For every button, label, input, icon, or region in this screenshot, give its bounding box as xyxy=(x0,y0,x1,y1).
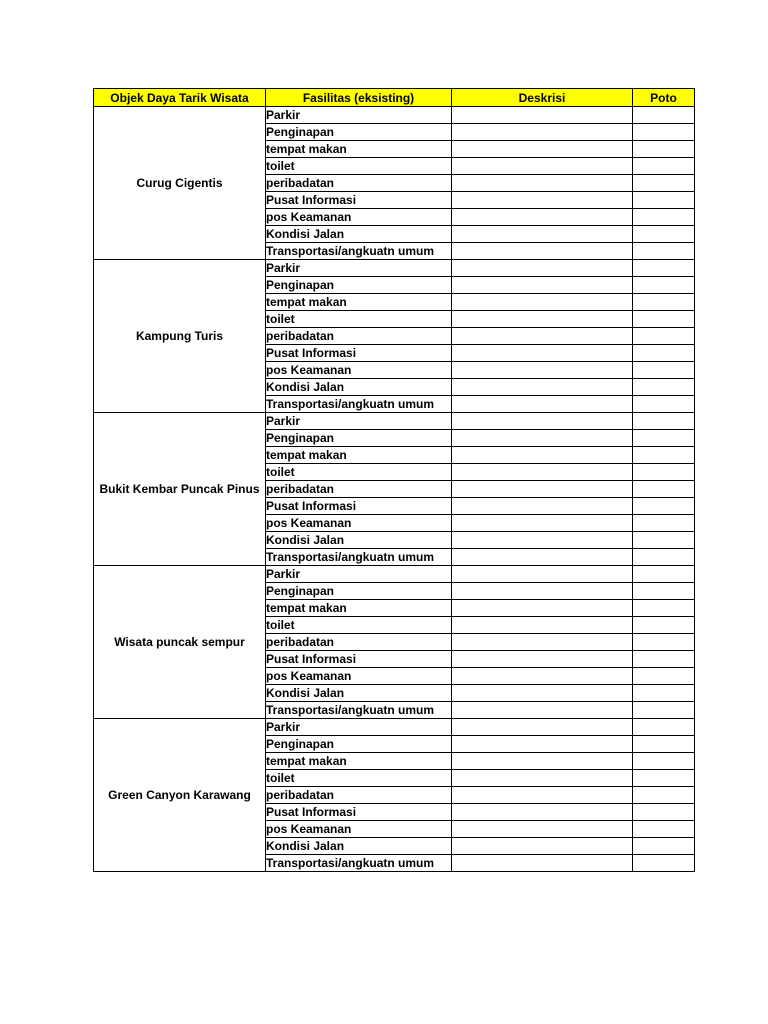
description-cell[interactable] xyxy=(452,311,633,328)
description-cell[interactable] xyxy=(452,328,633,345)
photo-cell[interactable] xyxy=(633,260,695,277)
facility-cell: Parkir xyxy=(266,107,452,124)
facility-cell: pos Keamanan xyxy=(266,209,452,226)
photo-cell[interactable] xyxy=(633,294,695,311)
description-cell[interactable] xyxy=(452,379,633,396)
photo-cell[interactable] xyxy=(633,379,695,396)
facility-cell: Transportasi/angkuatn umum xyxy=(266,702,452,719)
description-cell[interactable] xyxy=(452,396,633,413)
description-cell[interactable] xyxy=(452,107,633,124)
table-row xyxy=(94,107,695,124)
header-deskripsi: Deskrisi xyxy=(452,89,633,107)
description-cell[interactable] xyxy=(452,617,633,634)
facility-cell: Penginapan xyxy=(266,583,452,600)
table-body xyxy=(94,107,695,872)
facility-cell: Pusat Informasi xyxy=(266,804,452,821)
facility-cell: pos Keamanan xyxy=(266,515,452,532)
table-row xyxy=(94,566,695,583)
photo-cell[interactable] xyxy=(633,226,695,243)
photo-cell[interactable] xyxy=(633,124,695,141)
photo-cell[interactable] xyxy=(633,498,695,515)
description-cell[interactable] xyxy=(452,260,633,277)
photo-cell[interactable] xyxy=(633,243,695,260)
description-cell[interactable] xyxy=(452,583,633,600)
facility-cell: peribadatan xyxy=(266,634,452,651)
photo-cell[interactable] xyxy=(633,481,695,498)
photo-cell[interactable] xyxy=(633,753,695,770)
facility-cell: tempat makan xyxy=(266,294,452,311)
photo-cell[interactable] xyxy=(633,583,695,600)
description-cell[interactable] xyxy=(452,362,633,379)
facility-cell: Pusat Informasi xyxy=(266,192,452,209)
description-cell[interactable] xyxy=(452,243,633,260)
facility-cell: Parkir xyxy=(266,260,452,277)
description-cell[interactable] xyxy=(452,600,633,617)
photo-cell[interactable] xyxy=(633,549,695,566)
facility-cell: toilet xyxy=(266,464,452,481)
facility-cell: Pusat Informasi xyxy=(266,498,452,515)
site-name-cell: Kampung Turis xyxy=(94,260,266,413)
description-cell[interactable] xyxy=(452,158,633,175)
photo-cell[interactable] xyxy=(633,855,695,872)
description-cell[interactable] xyxy=(452,345,633,362)
facility-cell: Transportasi/angkuatn umum xyxy=(266,396,452,413)
facility-cell: Penginapan xyxy=(266,277,452,294)
facility-survey-table xyxy=(93,88,695,872)
facility-cell: peribadatan xyxy=(266,175,452,192)
photo-cell[interactable] xyxy=(633,107,695,124)
photo-cell[interactable] xyxy=(633,668,695,685)
description-cell[interactable] xyxy=(452,515,633,532)
description-cell[interactable] xyxy=(452,753,633,770)
description-cell[interactable] xyxy=(452,634,633,651)
header-fasilitas: Fasilitas (eksisting) xyxy=(266,89,452,107)
description-cell[interactable] xyxy=(452,430,633,447)
description-cell[interactable] xyxy=(452,498,633,515)
description-cell[interactable] xyxy=(452,413,633,430)
photo-cell[interactable] xyxy=(633,430,695,447)
facility-cell: Parkir xyxy=(266,566,452,583)
facility-cell: toilet xyxy=(266,311,452,328)
photo-cell[interactable] xyxy=(633,515,695,532)
facility-cell: Parkir xyxy=(266,413,452,430)
facility-cell: Penginapan xyxy=(266,430,452,447)
facility-cell: pos Keamanan xyxy=(266,668,452,685)
photo-cell[interactable] xyxy=(633,175,695,192)
description-cell[interactable] xyxy=(452,464,633,481)
description-cell[interactable] xyxy=(452,651,633,668)
description-cell[interactable] xyxy=(452,209,633,226)
facility-cell: Transportasi/angkuatn umum xyxy=(266,549,452,566)
facility-cell: Kondisi Jalan xyxy=(266,532,452,549)
description-cell[interactable] xyxy=(452,787,633,804)
photo-cell[interactable] xyxy=(633,736,695,753)
facility-cell: tempat makan xyxy=(266,447,452,464)
table-row xyxy=(94,413,695,430)
facility-cell: Parkir xyxy=(266,719,452,736)
facility-cell: Transportasi/angkuatn umum xyxy=(266,855,452,872)
description-cell[interactable] xyxy=(452,481,633,498)
facility-cell: toilet xyxy=(266,770,452,787)
photo-cell[interactable] xyxy=(633,651,695,668)
photo-cell[interactable] xyxy=(633,192,695,209)
facility-cell: tempat makan xyxy=(266,600,452,617)
photo-cell[interactable] xyxy=(633,158,695,175)
photo-cell[interactable] xyxy=(633,447,695,464)
photo-cell[interactable] xyxy=(633,345,695,362)
table-row xyxy=(94,719,695,736)
facility-cell: Kondisi Jalan xyxy=(266,838,452,855)
description-cell[interactable] xyxy=(452,277,633,294)
facility-cell: Kondisi Jalan xyxy=(266,379,452,396)
photo-cell[interactable] xyxy=(633,277,695,294)
facility-cell: Penginapan xyxy=(266,736,452,753)
facility-cell: pos Keamanan xyxy=(266,821,452,838)
description-cell[interactable] xyxy=(452,124,633,141)
description-cell[interactable] xyxy=(452,838,633,855)
header-objek: Objek Daya Tarik Wisata xyxy=(94,89,266,107)
description-cell[interactable] xyxy=(452,226,633,243)
photo-cell[interactable] xyxy=(633,311,695,328)
photo-cell[interactable] xyxy=(633,617,695,634)
photo-cell[interactable] xyxy=(633,396,695,413)
description-cell[interactable] xyxy=(452,821,633,838)
facility-cell: peribadatan xyxy=(266,787,452,804)
photo-cell[interactable] xyxy=(633,821,695,838)
site-name-cell: Curug Cigentis xyxy=(94,107,266,260)
facility-cell: pos Keamanan xyxy=(266,362,452,379)
photo-cell[interactable] xyxy=(633,141,695,158)
facility-cell: tempat makan xyxy=(266,753,452,770)
facility-cell: toilet xyxy=(266,158,452,175)
facility-cell: Kondisi Jalan xyxy=(266,685,452,702)
photo-cell[interactable] xyxy=(633,362,695,379)
facility-cell: Transportasi/angkuatn umum xyxy=(266,243,452,260)
photo-cell[interactable] xyxy=(633,787,695,804)
description-cell[interactable] xyxy=(452,175,633,192)
photo-cell[interactable] xyxy=(633,702,695,719)
facility-cell: Kondisi Jalan xyxy=(266,226,452,243)
photo-cell[interactable] xyxy=(633,804,695,821)
photo-cell[interactable] xyxy=(633,634,695,651)
description-cell[interactable] xyxy=(452,549,633,566)
site-name-cell: Bukit Kembar Puncak Pinus xyxy=(94,413,266,566)
description-cell[interactable] xyxy=(452,855,633,872)
description-cell[interactable] xyxy=(452,668,633,685)
facility-cell: Penginapan xyxy=(266,124,452,141)
facility-cell: peribadatan xyxy=(266,328,452,345)
photo-cell[interactable] xyxy=(633,328,695,345)
site-name-cell: Wisata puncak sempur xyxy=(94,566,266,719)
description-cell[interactable] xyxy=(452,566,633,583)
header-poto: Poto xyxy=(633,89,695,107)
photo-cell[interactable] xyxy=(633,685,695,702)
description-cell[interactable] xyxy=(452,702,633,719)
photo-cell[interactable] xyxy=(633,464,695,481)
description-cell[interactable] xyxy=(452,532,633,549)
photo-cell[interactable] xyxy=(633,566,695,583)
description-cell[interactable] xyxy=(452,719,633,736)
facility-cell: toilet xyxy=(266,617,452,634)
photo-cell[interactable] xyxy=(633,209,695,226)
photo-cell[interactable] xyxy=(633,770,695,787)
header-row xyxy=(94,89,695,107)
table-row xyxy=(94,260,695,277)
description-cell[interactable] xyxy=(452,447,633,464)
photo-cell[interactable] xyxy=(633,413,695,430)
description-cell[interactable] xyxy=(452,192,633,209)
description-cell[interactable] xyxy=(452,685,633,702)
description-cell[interactable] xyxy=(452,141,633,158)
photo-cell[interactable] xyxy=(633,532,695,549)
facility-cell: Pusat Informasi xyxy=(266,651,452,668)
facility-cell: peribadatan xyxy=(266,481,452,498)
photo-cell[interactable] xyxy=(633,719,695,736)
description-cell[interactable] xyxy=(452,770,633,787)
photo-cell[interactable] xyxy=(633,600,695,617)
description-cell[interactable] xyxy=(452,736,633,753)
description-cell[interactable] xyxy=(452,294,633,311)
description-cell[interactable] xyxy=(452,804,633,821)
facility-cell: tempat makan xyxy=(266,141,452,158)
photo-cell[interactable] xyxy=(633,838,695,855)
site-name-cell: Green Canyon Karawang xyxy=(94,719,266,872)
facility-cell: Pusat Informasi xyxy=(266,345,452,362)
